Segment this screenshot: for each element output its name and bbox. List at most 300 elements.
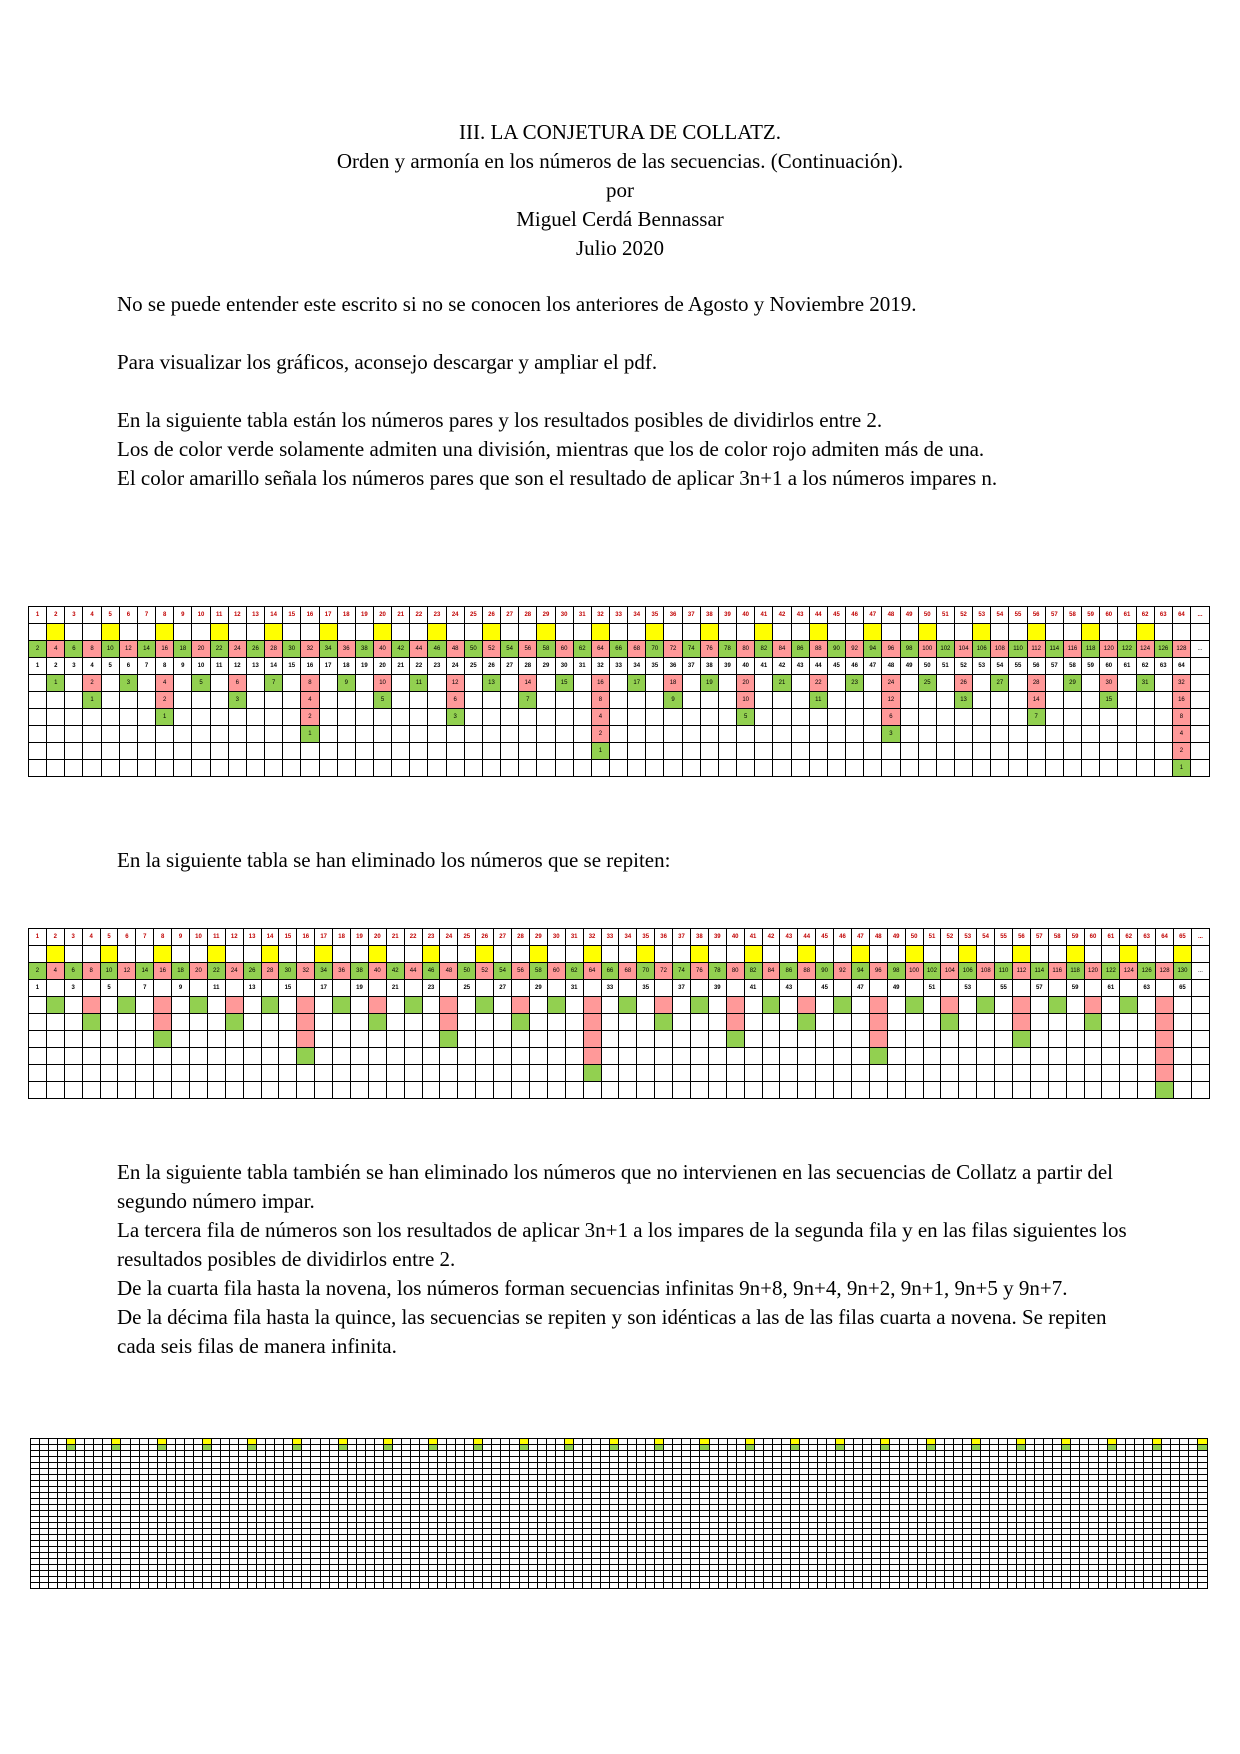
table-cell [246, 743, 264, 760]
table-cell: 11 [210, 607, 228, 624]
table-cell [154, 946, 172, 963]
table-cell: 47 [864, 607, 882, 624]
table-cell [319, 624, 337, 641]
table-cell [65, 675, 83, 692]
table-cell [851, 997, 869, 1014]
table-cell [664, 1583, 673, 1589]
table-cell: 94 [864, 641, 882, 658]
table-cell [546, 1583, 555, 1589]
table-cell [458, 1065, 476, 1082]
table-cell [261, 946, 279, 963]
table-cell [762, 1031, 780, 1048]
table-cell [1189, 1583, 1198, 1589]
table-cell: 104 [941, 963, 959, 980]
table-cell: 26 [246, 641, 264, 658]
table-cell [601, 1031, 619, 1048]
table-cell: 47 [864, 658, 882, 675]
table-cell [690, 997, 708, 1014]
table-cell [373, 624, 391, 641]
table-cell: 108 [977, 963, 995, 980]
table-cell [225, 946, 243, 963]
table-cell: 29 [537, 658, 555, 675]
table-cell [573, 760, 591, 777]
table-cell [519, 726, 537, 743]
table-cell [82, 1048, 100, 1065]
table-cell: 23 [422, 929, 440, 946]
table-cell [1030, 1048, 1048, 1065]
table-cell: 17 [315, 980, 333, 997]
table-cell [257, 1583, 266, 1589]
title-author: Miguel Cerdá Bennassar [516, 207, 724, 231]
table-cell [900, 692, 918, 709]
table-cell [174, 709, 192, 726]
table-cell [301, 760, 319, 777]
table-cell: 16 [297, 929, 315, 946]
table-cell [302, 1583, 311, 1589]
table-cell [851, 1065, 869, 1082]
table-cell: 28 [265, 641, 283, 658]
table-cell: 64 [583, 963, 601, 980]
table-cell: 50 [464, 641, 482, 658]
table-cell: 4 [1172, 726, 1190, 743]
table-cell: 54 [501, 641, 519, 658]
table-cell [1048, 1014, 1066, 1031]
table-cell [583, 1065, 601, 1082]
table-cell [1156, 946, 1174, 963]
table-cell [1102, 946, 1120, 963]
table-cell: 53 [973, 607, 991, 624]
table-cell [297, 1048, 315, 1065]
table-cell: 1 [47, 675, 65, 692]
table-cell [744, 1048, 762, 1065]
table1-description [117, 406, 1127, 493]
table-cell [1118, 743, 1136, 760]
table-cell: 32 [1172, 675, 1190, 692]
table-cell: 106 [973, 641, 991, 658]
table-cell [977, 1082, 995, 1099]
table-cell [555, 624, 573, 641]
table-cell [193, 1583, 202, 1589]
table-cell [279, 1082, 297, 1099]
table-cell [673, 1048, 691, 1065]
table-cell [315, 1065, 333, 1082]
table-cell [887, 1048, 905, 1065]
table-cell [225, 1082, 243, 1099]
table-cell [519, 624, 537, 641]
table-cell [333, 980, 351, 997]
table-cell [691, 1583, 700, 1589]
table-cell: 44 [798, 929, 816, 946]
table-cell [529, 1048, 547, 1065]
table-cell [1191, 743, 1210, 760]
table-cell [762, 1014, 780, 1031]
table-cell [1027, 743, 1045, 760]
table-cell [887, 946, 905, 963]
table-cell: 10 [190, 929, 208, 946]
table-cell [1012, 1065, 1030, 1082]
table-cell: 42 [762, 929, 780, 946]
table-cell: 29 [537, 607, 555, 624]
table-cell: 30 [555, 607, 573, 624]
table-cell: 9 [174, 658, 192, 675]
table-cell: 22 [207, 963, 225, 980]
table-cell [555, 726, 573, 743]
table-cell [82, 946, 100, 963]
table-cell [727, 1583, 736, 1589]
table-cell [243, 1014, 261, 1031]
table-cell [834, 997, 852, 1014]
table-cell [744, 1014, 762, 1031]
table-cell [941, 997, 959, 1014]
table-cell: 6 [65, 641, 83, 658]
table-cell [156, 760, 174, 777]
table-cell [547, 946, 565, 963]
intro-text: No se puede entender este escrito si no se conocen los anteriores de Agosto y Noviembre 2019. [117, 292, 917, 316]
table-cell [101, 743, 119, 760]
table-cell: 80 [726, 963, 744, 980]
table-cell: 8 [83, 641, 101, 658]
table-cell: 60 [1084, 929, 1102, 946]
table-cell: 35 [637, 980, 655, 997]
table-cell: 57 [1045, 658, 1063, 675]
table-cell: 3 [882, 726, 900, 743]
table-cell [780, 1082, 798, 1099]
table-cell: 52 [482, 641, 500, 658]
table-cell: 12 [446, 675, 464, 692]
table-cell: 45 [827, 658, 845, 675]
table-cell [887, 1014, 905, 1031]
table-cell [1191, 726, 1210, 743]
table-cell [923, 1082, 941, 1099]
table-cell: 78 [718, 641, 736, 658]
table-cell [279, 946, 297, 963]
table-cell [65, 624, 83, 641]
table-cell [65, 726, 83, 743]
table-cell [601, 997, 619, 1014]
table-cell [440, 946, 458, 963]
table-cell [261, 1065, 279, 1082]
table-cell [726, 1031, 744, 1048]
table-cell [139, 1583, 148, 1589]
table-cell [619, 1014, 637, 1031]
table-cell [1191, 1082, 1209, 1099]
table-cell [718, 709, 736, 726]
table-cell [936, 709, 954, 726]
table-cell: 34 [315, 963, 333, 980]
table-cell [119, 726, 137, 743]
table-cell [664, 743, 682, 760]
table-cell: 118 [1082, 641, 1100, 658]
title-heading: III. LA CONJETURA DE COLLATZ. [459, 120, 781, 144]
table-cell [887, 1065, 905, 1082]
table-cell: 22 [809, 675, 827, 692]
table-cell [1191, 760, 1210, 777]
table-cell: 21 [392, 658, 410, 675]
table-cell: 23 [422, 980, 440, 997]
table-cell: 17 [315, 929, 333, 946]
table-cell [386, 1031, 404, 1048]
table-cell [718, 726, 736, 743]
table-cell [368, 980, 386, 997]
table-cell [610, 1583, 619, 1589]
table-cell [1045, 726, 1063, 743]
table-cell [1136, 743, 1154, 760]
table-cell: 102 [923, 963, 941, 980]
table-cell: 15 [283, 607, 301, 624]
table-cell [864, 760, 882, 777]
table-cell [923, 1065, 941, 1082]
table-cell [991, 760, 1009, 777]
table-cell [1118, 709, 1136, 726]
table-cell: 22 [410, 607, 428, 624]
table-cell: 8 [301, 675, 319, 692]
table-cell: 6 [228, 675, 246, 692]
table-cell [555, 692, 573, 709]
table-cell: 1 [29, 658, 47, 675]
table-cell [973, 624, 991, 641]
table-cell [351, 1082, 369, 1099]
table-cell [700, 1583, 709, 1589]
table-cell: 18 [174, 641, 192, 658]
table-cell [905, 1031, 923, 1048]
table-cell: 30 [555, 658, 573, 675]
table-cell [905, 946, 923, 963]
table-cell: 61 [1118, 658, 1136, 675]
table-cell [220, 1583, 229, 1589]
table-cell: 8 [1172, 709, 1190, 726]
table-cell [494, 997, 512, 1014]
table-cell: 3 [64, 980, 82, 997]
table-cell [47, 743, 65, 760]
table-cell: 36 [655, 929, 673, 946]
table-cell [1082, 675, 1100, 692]
table-cell [827, 692, 845, 709]
table-cell: 58 [529, 963, 547, 980]
table-cell [1084, 1048, 1102, 1065]
table-cell [977, 1048, 995, 1065]
table-cell [225, 1014, 243, 1031]
table-cell [1012, 1031, 1030, 1048]
table-cell [1066, 946, 1084, 963]
table-cell [882, 743, 900, 760]
table-cell [1191, 709, 1210, 726]
table-cell [207, 1014, 225, 1031]
table-cell: 9 [174, 607, 192, 624]
table-cell [49, 1583, 58, 1589]
table-cell [991, 624, 1009, 641]
table-cell: 57 [1030, 929, 1048, 946]
table-cell [338, 1583, 347, 1589]
table-cell: 31 [573, 607, 591, 624]
table-cell [773, 760, 791, 777]
table-cell [351, 1048, 369, 1065]
table-cell [82, 980, 100, 997]
table-cell: 112 [1012, 963, 1030, 980]
table-cell [773, 726, 791, 743]
table-cell [1012, 997, 1030, 1014]
table-cell [100, 946, 118, 963]
table-cell: 20 [190, 963, 208, 980]
table-cell [512, 946, 530, 963]
table-cell [718, 624, 736, 641]
table-cell: 3 [446, 709, 464, 726]
table-cell [995, 1048, 1013, 1065]
table-cell [1174, 946, 1192, 963]
table-cell: 49 [900, 607, 918, 624]
table-cell [944, 1583, 953, 1589]
title-by: por [606, 178, 634, 202]
table-cell [1030, 1031, 1048, 1048]
table-cell [1102, 1014, 1120, 1031]
table-cell [628, 709, 646, 726]
table-cell [989, 1583, 998, 1589]
table-cell [781, 1583, 790, 1589]
table-cell [834, 1082, 852, 1099]
table-cell [547, 1048, 565, 1065]
table-cell [29, 743, 47, 760]
table-cell [936, 675, 954, 692]
table-cell [315, 997, 333, 1014]
table-cell [726, 980, 744, 997]
table-cell [646, 675, 664, 692]
table-cell [1161, 1583, 1170, 1589]
table-cell: 48 [869, 929, 887, 946]
table-cell [446, 726, 464, 743]
table-cell: 18 [337, 607, 355, 624]
table-cell [465, 1583, 474, 1589]
table-cell [192, 709, 210, 726]
table-cell [29, 1031, 47, 1048]
table1-desc-line: En la siguiente tabla están los números pares y los resultados posibles de dividirlos entre 2. [117, 408, 883, 432]
table-cell [954, 760, 972, 777]
table-cell: 6 [119, 607, 137, 624]
table-cell: 17 [319, 658, 337, 675]
table-cell [995, 1031, 1013, 1048]
table-cell [1027, 726, 1045, 743]
table-cell: 38 [355, 641, 373, 658]
table-cell [29, 1014, 47, 1031]
table-cell [664, 709, 682, 726]
table-cell: 7 [136, 980, 154, 997]
table-cell: 5 [100, 929, 118, 946]
table-cell: 35 [637, 929, 655, 946]
table-cell [440, 1031, 458, 1048]
table-cell: 25 [464, 607, 482, 624]
table-cell [501, 692, 519, 709]
table-cell: 14 [137, 641, 155, 658]
table-cell: 26 [954, 675, 972, 692]
table-cell: 55 [995, 929, 1013, 946]
table-cell [1084, 980, 1102, 997]
table-cell: 27 [494, 980, 512, 997]
table-cell [791, 675, 809, 692]
table-cell [547, 980, 565, 997]
table-cell [718, 743, 736, 760]
table-cell: 10 [101, 641, 119, 658]
table-cell [119, 692, 137, 709]
table-cell [936, 760, 954, 777]
table-cell [1134, 1583, 1143, 1589]
table-cell [440, 1048, 458, 1065]
table-cell [154, 1031, 172, 1048]
table-cell: 118 [1066, 963, 1084, 980]
table-cell: 48 [440, 963, 458, 980]
table-cell: 128 [1172, 641, 1190, 658]
table-cell [682, 1583, 691, 1589]
table-cell: 122 [1118, 641, 1136, 658]
table-cell [959, 997, 977, 1014]
table-cell [154, 980, 172, 997]
table-cell [1191, 675, 1210, 692]
table-cell: 19 [355, 658, 373, 675]
table-cell [547, 1031, 565, 1048]
table-cell [1154, 624, 1172, 641]
table-cell [737, 624, 755, 641]
table-cell [319, 692, 337, 709]
table-cell [1154, 692, 1172, 709]
table-cell [1136, 709, 1154, 726]
table-cell [708, 1048, 726, 1065]
table-cell: 84 [762, 963, 780, 980]
table-cell [991, 743, 1009, 760]
table-cell [918, 726, 936, 743]
table-cell: 21 [392, 607, 410, 624]
table-cell [404, 1031, 422, 1048]
table-cell: 1 [301, 726, 319, 743]
table-cell [941, 980, 959, 997]
table-cell [816, 1065, 834, 1082]
table-cell: 32 [301, 641, 319, 658]
table-cell [780, 946, 798, 963]
table-cell [156, 624, 174, 641]
table-cell: 33 [610, 607, 628, 624]
table-cell [755, 624, 773, 641]
table-cell [137, 743, 155, 760]
table-cell: 2 [29, 963, 47, 980]
table-cell: 5 [737, 709, 755, 726]
table-cell: 23 [428, 658, 446, 675]
table-cell [261, 1048, 279, 1065]
table-cell [583, 1082, 601, 1099]
table-cell [29, 1048, 47, 1065]
table-cell [404, 1014, 422, 1031]
table-cell [700, 709, 718, 726]
table-cell [246, 726, 264, 743]
table-cell [64, 1065, 82, 1082]
table-cell [610, 692, 628, 709]
table-cell [410, 692, 428, 709]
table-cell [673, 1065, 691, 1082]
table-cell [1082, 760, 1100, 777]
table-cell: 68 [628, 641, 646, 658]
table-cell [690, 1065, 708, 1082]
table-cell [440, 1065, 458, 1082]
table-cell: 47 [851, 929, 869, 946]
table-cell [279, 1065, 297, 1082]
table-cell [547, 997, 565, 1014]
table-cell [798, 1014, 816, 1031]
table-cell [744, 1031, 762, 1048]
table-cell [137, 624, 155, 641]
table-cell [446, 743, 464, 760]
table-cell: 20 [192, 641, 210, 658]
table-cell [512, 997, 530, 1014]
table-cell [136, 1082, 154, 1099]
table-cell [64, 1014, 82, 1031]
table-cell [816, 1082, 834, 1099]
table-cell [1174, 1048, 1192, 1065]
table-cell [900, 624, 918, 641]
